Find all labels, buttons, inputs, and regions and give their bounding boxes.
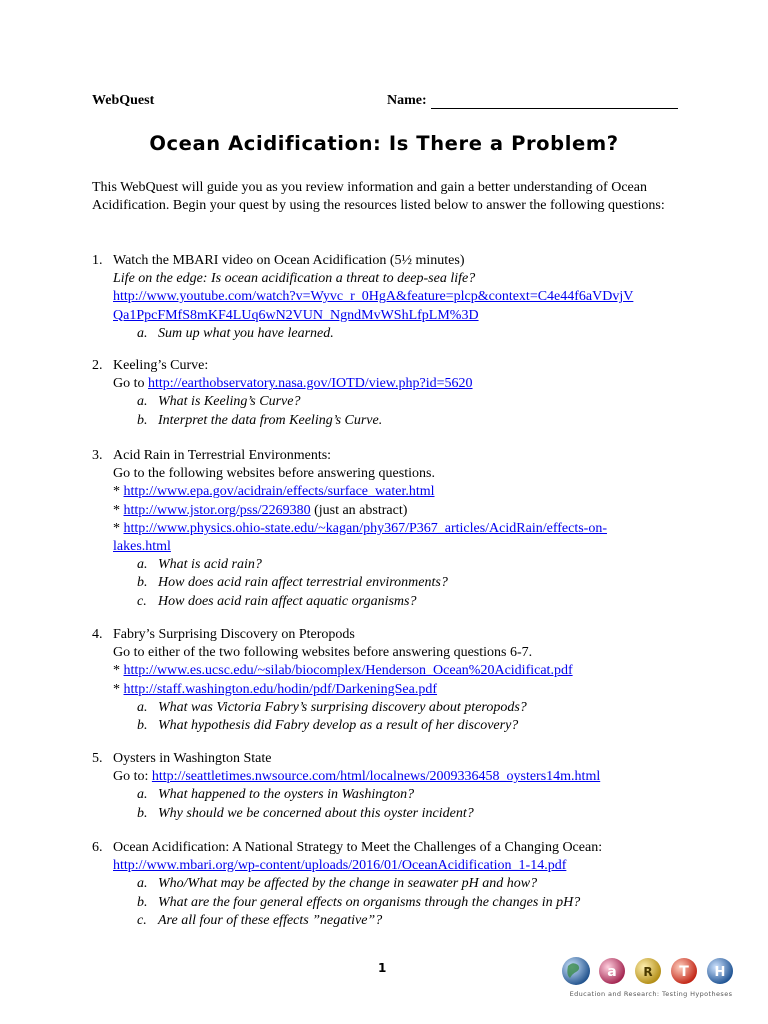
sub-question: b. Interpret the data from Keeling’s Curve. — [137, 412, 383, 428]
ucsc-link[interactable]: http://www.es.ucsc.edu/~silab/biocomplex/Henderson_Ocean%20Acidificat.pdf — [123, 663, 573, 679]
question-heading: Oysters in Washington State — [113, 751, 272, 766]
question-number: 5. — [92, 751, 103, 766]
video-subtitle: Life on the edge: Is ocean acidification a threat to deep-sea life? — [113, 271, 476, 287]
sub-question: a. What is Keeling’s Curve? — [137, 394, 301, 410]
sub-question: a. What was Victoria Fabry’s surprising discovery about pteropods? — [137, 699, 527, 715]
nasa-link[interactable]: http://earthobservatory.nasa.gov/IOTD/view.php?id=5620 — [148, 376, 473, 392]
sub-question: c. Are all four of these effects ”negative”? — [137, 912, 383, 928]
instruction-text: Go to the following websites before answering questions. — [113, 466, 435, 482]
question-heading: Watch the MBARI video on Ocean Acidification (5½ minutes) — [113, 253, 465, 268]
question-heading: Fabry’s Surprising Discovery on Pteropods — [113, 627, 355, 642]
webquest-label: WebQuest — [92, 93, 155, 108]
youtube-link[interactable]: http://www.youtube.com/watch?v=Wyvc_r_0HgA&feature=plcp&context=C4e44f6aVDvjV — [113, 289, 634, 305]
page-title: Ocean Acidification: Is There a Problem? — [149, 132, 619, 155]
question-heading: Ocean Acidification: A National Strategy to Meet the Challenges of a Changing Ocean: — [113, 840, 603, 855]
sub-question: a. Who/What may be affected by the change in seawater pH and how? — [137, 876, 538, 892]
sub-question: b. How does acid rain affect terrestrial environments? — [137, 575, 448, 591]
question-number: 6. — [92, 840, 103, 855]
logo-letter: T — [679, 964, 689, 980]
go-to-label: Go to: — [113, 769, 152, 785]
sub-question: b. Why should we be concerned about this oyster incident? — [137, 805, 474, 821]
link-note: (just an abstract) — [310, 502, 408, 518]
logo-tagline: Education and Research: Testing Hypotheses — [569, 990, 733, 998]
question-number: 2. — [92, 358, 103, 373]
logo-letter: R — [643, 965, 653, 979]
logo-letter: a — [607, 964, 617, 980]
name-label: Name: — [387, 93, 427, 108]
question-heading: Keeling’s Curve: — [113, 358, 209, 373]
document-page: WebQuest Name: Ocean Acidification: Is There a Problem? This WebQuest will guide you as you review information and gain a better understanding of Ocean Acidification. Begin your quest by using the resources listed below to answer the following questions: 1. Watch the MBARI video on Ocean Acidification (5½ minutes) Life on the edge: Is ocean acidification a threat to deep-sea life? http://www.youtube.com/watch?v=Wyvc_r_0HgA&feature=plcp&context=C4e44f6aVDvjV Qa1PpcFMfS8mKF4LUq6wN2VUN_NgndMvWShLfpLM%3D a. Sum up what you have learned. 2. Keeling’s Curve: Go to http://earthobservatory.nasa.gov/IOTD/view.php?id=5620 a. What is Keeling’s Curve? b. Interpret the data from Keeling’s Curve. 3. Acid Rain in Terrestrial Environments: Go to the following websites before answering questions. * http://www.epa.gov/acidrain/effects/surface_water.html * http://www.jstor.org/pss/2269380 (just an abstract) * http://www.physics.ohio-state.edu/~kagan/phy367/P367_articles/AcidRain/effects-on- lakes.html a. What is acid rain? b. How does acid rain affect terrestrial environments? c. How does acid rain affect aquatic organisms? 4. Fabry’s Surprising Discovery on Pteropods Go to either of the two following websites before answering questions 6-7. * http://www.es.ucsc.edu/~silab/biocomplex/Henderson_Ocean%20Acidificat.pdf * http://staff.washington.edu/hodin/pdf/DarkeningSea.pdf a. What was Victoria Fabry’s surprising discovery about pteropods? b. What hypothesis did Fabry develop as a result of her discovery? 5. Oysters in Washington State Go to: http://seattletimes.nwsource.com/html/localnews/2009336458_oysters14m.html a. What happened to the oysters in Washington? b. Why should we be concerned about this oyster incident? 6. Ocean Acidification: A National Strategy to Meet the Challenges of a Changing Ocean: http://www.mbari.org/wp-content/uploads/2016/01/OceanAcidification_1-14.pdf a. Who/What may be affected by the change in seawater pH and how? b. What are the four general effects on organisms through the changes in pH? c. Are all four of these effects ”negative”? 1 a R T H Education and Research: Testing Hypotheses — [0, 0, 768, 1024]
intro-paragraph: This WebQuest will guide you as you review information and gain a better understanding of Ocean Acidification. Begin your quest by using the resources listed below to answer the following questions: — [92, 180, 665, 214]
jstor-link[interactable]: http://www.jstor.org/pss/2269380 — [123, 502, 311, 518]
question-heading: Acid Rain in Terrestrial Environments: — [113, 448, 332, 463]
name-blank-line — [431, 108, 678, 109]
sub-question: b. What are the four general effects on organisms through the changes in pH? — [137, 894, 581, 910]
ohio-state-link[interactable]: http://www.physics.ohio-state.edu/~kagan/phy367/P367_articles/AcidRain/effects-on- — [123, 520, 607, 536]
seattle-times-link[interactable]: http://seattletimes.nwsource.com/html/localnews/2009336458_oysters14m.html — [151, 769, 601, 785]
logo-letter: H — [714, 965, 726, 980]
sub-question: a. What happened to the oysters in Washington? — [137, 787, 415, 803]
ohio-state-link-continued[interactable]: lakes.html — [113, 539, 171, 555]
page-number: 1 — [378, 961, 387, 975]
youtube-link-continued[interactable]: Qa1PpcFMfS8mKF4LUq6wN2VUN_NgndMvWShLfpLM%3D — [113, 307, 479, 323]
instruction-text: Go to either of the two following websites before answering questions 6-7. — [113, 645, 533, 661]
question-number: 4. — [92, 627, 103, 642]
go-to-label: Go to — [113, 376, 148, 392]
mbari-pdf-link[interactable]: http://www.mbari.org/wp-content/uploads/2016/01/OceanAcidification_1-14.pdf — [113, 858, 567, 874]
sub-question: c. How does acid rain affect aquatic organisms? — [137, 593, 417, 609]
sub-question: a. Sum up what you have learned. — [137, 325, 334, 341]
washington-link[interactable]: http://staff.washington.edu/hodin/pdf/DarkeningSea.pdf — [123, 681, 438, 697]
question-number: 3. — [92, 448, 103, 463]
sub-question: a. What is acid rain? — [137, 557, 262, 573]
sub-question: b. What hypothesis did Fabry develop as a result of her discovery? — [137, 718, 519, 734]
epa-link[interactable]: http://www.epa.gov/acidrain/effects/surface_water.html — [123, 484, 435, 500]
question-number: 1. — [92, 253, 103, 268]
